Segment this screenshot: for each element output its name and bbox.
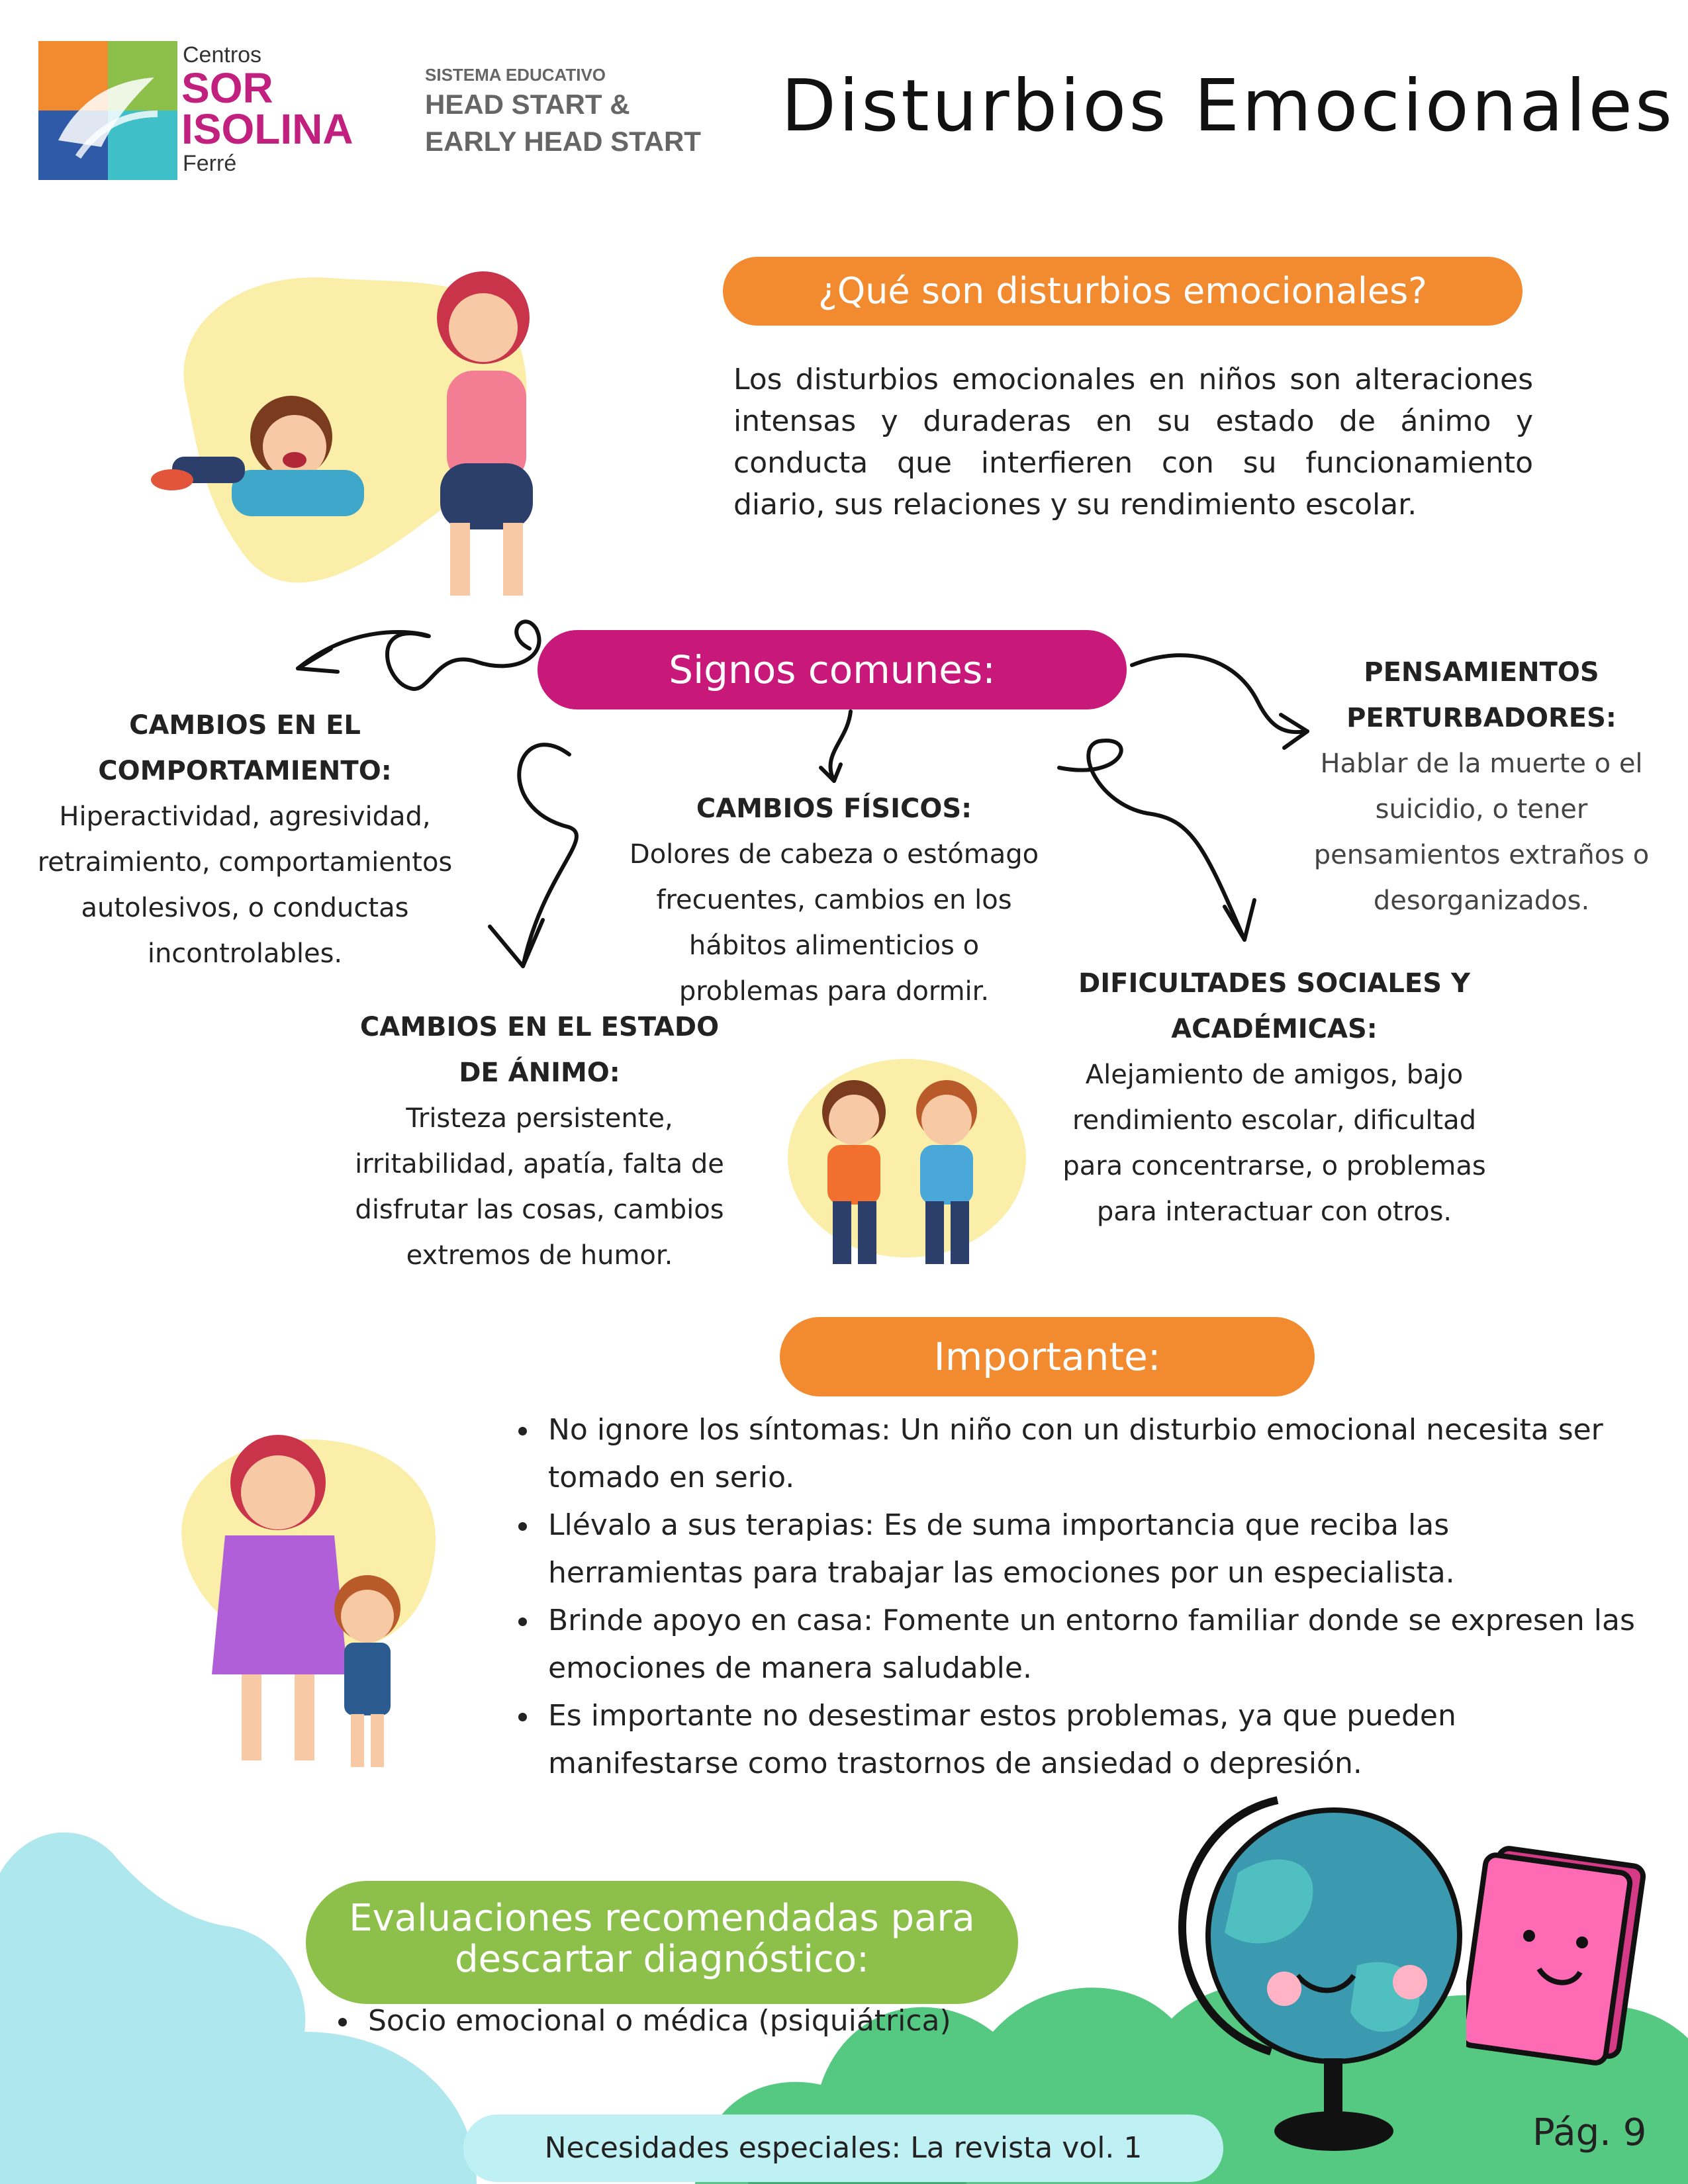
evaluations-list — [319, 2000, 1154, 2042]
system-line-3: EARLY HEAD START — [425, 126, 701, 157]
page-number: Pág. 9 — [1532, 2111, 1647, 2154]
illustration-mother-daughter — [169, 1410, 447, 1780]
important-item: • Brinde apoyo en casa: Fomente un entorno familiar donde se expresen las emociones de manera saludable. — [540, 1597, 1652, 1692]
intro-text: Los disturbios emocionales en niños son alteraciones intensas y duraderas en su estado de ánimo y conducta que interfieren con su funcionamiento diario, sus relaciones y su rendimiento escolar. — [733, 363, 1533, 522]
sign-behavior-title: CAMBIOS EN EL COMPORTAMIENTO: — [98, 710, 392, 786]
important-heading: Importante: — [780, 1317, 1315, 1396]
sign-physical-title: CAMBIOS FÍSICOS: — [696, 794, 972, 824]
sign-mood — [344, 1005, 735, 1279]
system-logo — [425, 65, 701, 159]
arrow-to-physical-icon — [830, 711, 851, 781]
evaluations-heading: Evaluaciones recomendadas para descartar diagnóstico: — [306, 1881, 1018, 2004]
sign-thoughts — [1303, 650, 1660, 924]
logo-ferre: Ferré — [183, 151, 237, 176]
important-item: • No ignore los síntomas: Un niño con un disturbio emocional necesita ser tomado en serio. — [540, 1406, 1652, 1502]
sign-physical — [619, 786, 1049, 1015]
illustration-mother-child-tantrum — [132, 245, 609, 615]
sign-thoughts-title: PENSAMIENTOS PERTURBADORES: — [1346, 657, 1617, 733]
arrow-to-behavior-icon — [298, 621, 539, 689]
sign-thoughts-text: Hablar de la muerte o el suicidio, o tener pensamientos extraños o desorganizados. — [1313, 749, 1650, 916]
sign-social-text: Alejamiento de amigos, bajo rendimiento escolar, dificultad para concentrarse, o problemas para interactuar con otros. — [1062, 1060, 1486, 1227]
arrow-to-mood-icon — [519, 745, 577, 966]
arrow-to-thoughts-icon — [1132, 655, 1307, 732]
logo-isolina: ISOLINA — [181, 105, 353, 153]
sign-social-title: DIFICULTADES SOCIALES Y ACADÉMICAS: — [1078, 968, 1470, 1044]
illustration-globe — [1152, 1794, 1470, 2164]
page-title: Disturbios Emocionales — [781, 65, 1675, 148]
evaluations-item: • Socio emocional o médica (psiquiátrica) — [360, 2000, 1154, 2042]
footer-magazine: Necesidades especiales: La revista vol. 1 — [463, 2115, 1223, 2182]
sign-physical-text: Dolores de cabeza o estómago frecuentes, cambios en los hábitos alimenticios o problemas para dormir. — [629, 839, 1039, 1007]
illustration-book — [1466, 1843, 1665, 2068]
sign-social — [1046, 961, 1503, 1235]
sign-behavior-text: Hiperactividad, agresividad, retraimiento, comportamientos autolesivos, o conductas incontrolables. — [37, 801, 453, 969]
important-item: • Es importante no desestimar estos problemas, ya que pueden manifestarse como trastornos de ansiedad o depresión. — [540, 1692, 1652, 1788]
intro-heading: ¿Qué son disturbios emocionales? — [723, 257, 1523, 326]
signs-heading: Signos comunes: — [538, 630, 1127, 709]
sign-behavior — [26, 703, 463, 977]
illustration-sad-children — [781, 1059, 1026, 1277]
sign-mood-title: CAMBIOS EN EL ESTADO DE ÁNIMO: — [359, 1012, 720, 1088]
important-list — [499, 1406, 1652, 1788]
system-line-1: SISTEMA EDUCATIVO — [425, 65, 606, 85]
logo-sor-isolina — [38, 41, 383, 180]
sign-mood-text: Tristeza persistente, irritabilidad, apatía, falta de disfrutar las cosas, cambios extremos de humor. — [355, 1103, 724, 1271]
arrow-to-social-icon — [1059, 741, 1244, 940]
logo-centros: Centros — [183, 42, 262, 68]
important-item: • Llévalo a sus terapias: Es de suma importancia que reciba las herramientas para trabajar las emociones por un especialista. — [540, 1502, 1652, 1597]
logo-mark-icon — [38, 41, 177, 180]
logo-sor: SOR — [181, 64, 273, 112]
system-line-2: HEAD START & — [425, 89, 630, 120]
